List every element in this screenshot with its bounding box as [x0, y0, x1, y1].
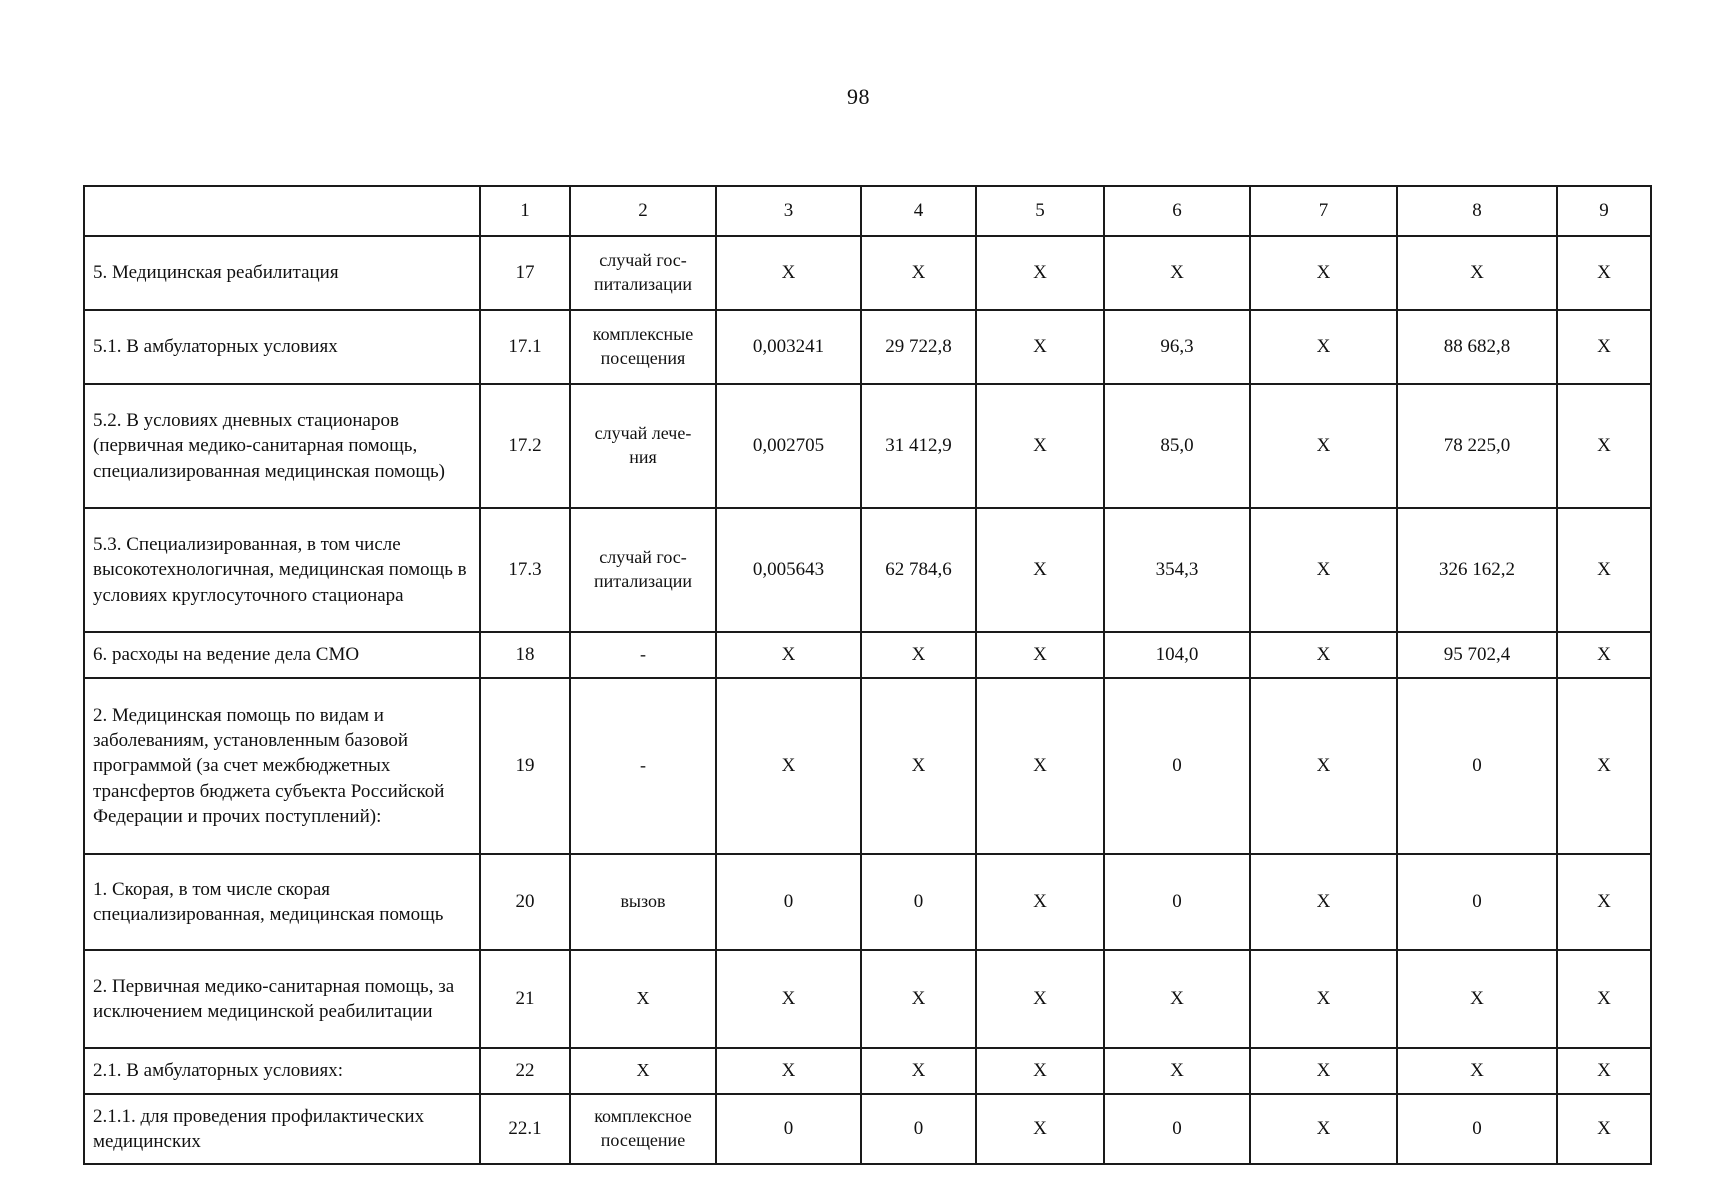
value-cell: [716, 1048, 861, 1094]
value-cell: [861, 1048, 976, 1094]
cell-text: 20: [515, 891, 535, 913]
value-cell: [1104, 854, 1250, 950]
cell-text: Х: [1033, 755, 1047, 777]
value-cell: [1250, 950, 1397, 1048]
unit-cell: [570, 236, 716, 310]
header-cell: 2: [570, 186, 716, 236]
value-cell: [1250, 854, 1397, 950]
row-name-cell: 2.1. В амбулаторных условиях:: [84, 1048, 480, 1094]
cell-text: Х: [781, 644, 796, 666]
cell-text: 326 162,2: [1439, 559, 1515, 581]
cell-text: Х: [1033, 559, 1047, 581]
cell-text: Х: [781, 988, 796, 1010]
value-cell: [1557, 236, 1651, 310]
value-cell: [716, 1094, 861, 1164]
value-cell: [716, 678, 861, 854]
value-cell: [1397, 632, 1557, 678]
cell-text: Х: [1597, 1118, 1611, 1140]
row-number-cell: [480, 1094, 570, 1164]
unit-cell: [570, 950, 716, 1048]
row-number-cell: [480, 854, 570, 950]
row-number-cell: [480, 950, 570, 1048]
row-number-cell: [480, 508, 570, 632]
cell-text: 17.3: [508, 559, 542, 581]
cell-text: Х: [1597, 891, 1611, 913]
cell-text: случай гос- питализации: [593, 250, 693, 294]
unit-cell: [570, 310, 716, 384]
cell-text: Х: [911, 988, 926, 1010]
cell-text: Х: [1033, 262, 1047, 284]
cell-text: Х: [1597, 1060, 1611, 1082]
cell-text: Х: [1033, 1118, 1047, 1140]
cell-text: Х: [911, 1060, 926, 1082]
row-name-cell: 5.2. В условиях дневных стационаров (первичная медико-санитарная помощь, специализированная медицинская помощь): [84, 384, 480, 508]
value-cell: [976, 854, 1104, 950]
cell-text: случай лече- ния: [594, 423, 692, 467]
row-name-cell: 2. Медицинская помощь по видам и заболеваниям, установленным базовой программой (за счет межбюджетных трансфертов бюджета субъекта Российской Федерации и прочих поступлений):: [84, 678, 480, 854]
cell-text: 29 722,8: [885, 336, 952, 358]
value-cell: [1104, 508, 1250, 632]
value-cell: [1104, 310, 1250, 384]
value-cell: [1397, 1094, 1557, 1164]
value-cell: [1104, 632, 1250, 678]
table-row: [84, 950, 1651, 1048]
value-cell: [1397, 310, 1557, 384]
cell-text: 96,3: [1160, 336, 1194, 358]
value-cell: [1397, 236, 1557, 310]
value-cell: [976, 236, 1104, 310]
cell-text: 88 682,8: [1443, 336, 1511, 358]
cell-text: 0: [913, 891, 924, 913]
cell-text: 22: [515, 1060, 535, 1082]
value-cell: [861, 632, 976, 678]
value-cell: [716, 854, 861, 950]
header-cell: 6: [1104, 186, 1250, 236]
value-cell: [716, 384, 861, 508]
row-name-cell: 1. Скорая, в том числе скорая специализированная, медицинская помощь: [84, 854, 480, 950]
cell-text: Х: [636, 988, 650, 1009]
value-cell: [716, 236, 861, 310]
value-cell: [716, 632, 861, 678]
value-cell: [976, 310, 1104, 384]
header-cell: 8: [1397, 186, 1557, 236]
header-cell: 3: [716, 186, 861, 236]
value-cell: [1250, 236, 1397, 310]
header-cell: 7: [1250, 186, 1397, 236]
cell-text: комплексные посещения: [592, 324, 694, 368]
cell-text: 0,003241: [752, 336, 825, 358]
value-cell: [1104, 678, 1250, 854]
cell-text: 0: [1172, 1118, 1182, 1140]
value-cell: [1250, 310, 1397, 384]
table-row: [84, 1048, 1651, 1094]
cell-text: 0: [1472, 891, 1482, 913]
unit-cell: [570, 508, 716, 632]
cell-text: 95 702,4: [1443, 644, 1511, 666]
cell-text: Х: [1597, 262, 1611, 284]
value-cell: [1250, 678, 1397, 854]
cell-text: Х: [1470, 262, 1484, 284]
cell-text: Х: [1597, 988, 1611, 1010]
cell-text: Х: [1597, 644, 1611, 666]
cell-text: комплексное посещение: [594, 1106, 692, 1150]
header-cell: [84, 186, 480, 236]
unit-cell: [570, 632, 716, 678]
cell-text: Х: [1033, 988, 1047, 1010]
cell-text: 0: [1472, 1118, 1482, 1140]
cell-text: 62 784,6: [885, 559, 952, 581]
table-row: [84, 310, 1651, 384]
cell-text: Х: [911, 644, 926, 666]
value-cell: [1104, 1048, 1250, 1094]
value-cell: [1397, 508, 1557, 632]
value-cell: [861, 236, 976, 310]
value-cell: [1557, 854, 1651, 950]
row-number-cell: [480, 236, 570, 310]
cell-text: случай гос- питализации: [593, 547, 693, 591]
cell-text: 0: [1172, 891, 1182, 913]
cell-text: 0: [1472, 755, 1482, 777]
cell-text: -: [640, 755, 646, 776]
cell-text: 354,3: [1155, 559, 1199, 581]
unit-cell: [570, 1094, 716, 1164]
cell-text: 0: [1172, 755, 1182, 777]
cell-text: Х: [1316, 644, 1331, 666]
value-cell: [976, 384, 1104, 508]
unit-cell: [570, 854, 716, 950]
value-cell: [1104, 236, 1250, 310]
value-cell: [1557, 310, 1651, 384]
cell-text: Х: [1170, 988, 1184, 1010]
cell-text: Х: [781, 755, 796, 777]
cell-text: Х: [1597, 755, 1611, 777]
value-cell: [976, 1048, 1104, 1094]
value-cell: [976, 950, 1104, 1048]
cell-text: Х: [1033, 435, 1047, 457]
cell-text: Х: [1033, 644, 1047, 666]
table-row: [84, 508, 1651, 632]
value-cell: [976, 678, 1104, 854]
cell-text: Х: [1470, 1060, 1484, 1082]
data-table: [83, 185, 1652, 1165]
value-cell: [976, 1094, 1104, 1164]
row-number-cell: [480, 632, 570, 678]
cell-text: Х: [1033, 1060, 1047, 1082]
cell-text: Х: [1316, 559, 1331, 581]
value-cell: [1250, 1094, 1397, 1164]
table-body: [84, 186, 1651, 1164]
row-name-cell: 5.3. Специализированная, в том числе высокотехнологичная, медицинская помощь в условиях круглосуточного стационара: [84, 508, 480, 632]
cell-text: Х: [1316, 891, 1331, 913]
cell-text: вызов: [620, 891, 666, 912]
cell-text: 0: [783, 891, 794, 913]
page-number: 98: [847, 84, 870, 109]
cell-text: Х: [1597, 559, 1611, 581]
cell-text: 17.2: [508, 435, 542, 457]
value-cell: [1557, 1094, 1651, 1164]
cell-text: Х: [1316, 755, 1331, 777]
cell-text: Х: [1170, 262, 1184, 284]
value-cell: [1397, 384, 1557, 508]
header-cell: 5: [976, 186, 1104, 236]
cell-text: Х: [1316, 988, 1331, 1010]
value-cell: [1557, 950, 1651, 1048]
cell-text: Х: [1597, 435, 1611, 457]
value-cell: [861, 310, 976, 384]
value-cell: [716, 310, 861, 384]
row-name-cell: 2.1.1. для проведения профилактических медицинских: [84, 1094, 480, 1164]
cell-text: Х: [636, 1060, 650, 1081]
cell-text: Х: [781, 262, 796, 284]
cell-text: Х: [1316, 435, 1331, 457]
value-cell: [1557, 1048, 1651, 1094]
row-number-cell: [480, 678, 570, 854]
value-cell: [1557, 678, 1651, 854]
value-cell: [861, 384, 976, 508]
value-cell: [1397, 854, 1557, 950]
value-cell: [861, 1094, 976, 1164]
value-cell: [1397, 1048, 1557, 1094]
table-row: [84, 632, 1651, 678]
cell-text: 0: [783, 1118, 794, 1140]
value-cell: [1104, 950, 1250, 1048]
value-cell: [976, 508, 1104, 632]
cell-text: Х: [1316, 1060, 1331, 1082]
value-cell: [716, 508, 861, 632]
value-cell: [1250, 508, 1397, 632]
row-name-cell: 6. расходы на ведение дела СМО: [84, 632, 480, 678]
cell-text: 19: [515, 755, 535, 777]
cell-text: Х: [1316, 262, 1331, 284]
header-cell: 9: [1557, 186, 1651, 236]
cell-text: 17.1: [508, 336, 542, 358]
cell-text: Х: [781, 1060, 796, 1082]
value-cell: [1104, 384, 1250, 508]
value-cell: [1557, 632, 1651, 678]
header-cell: 4: [861, 186, 976, 236]
value-cell: [1557, 508, 1651, 632]
table-row: [84, 236, 1651, 310]
table-row: [84, 854, 1651, 950]
row-name-cell: 2. Первичная медико-санитарная помощь, за исключением медицинской реабилитации: [84, 950, 480, 1048]
cell-text: 104,0: [1155, 644, 1199, 666]
table-row: [84, 384, 1651, 508]
cell-text: 0: [913, 1118, 924, 1140]
table-row: [84, 678, 1651, 854]
unit-cell: [570, 1048, 716, 1094]
value-cell: [861, 950, 976, 1048]
value-cell: [1250, 1048, 1397, 1094]
cell-text: Х: [1316, 336, 1331, 358]
value-cell: [861, 854, 976, 950]
cell-text: Х: [1033, 891, 1047, 913]
value-cell: [1104, 1094, 1250, 1164]
cell-text: 78 225,0: [1443, 435, 1511, 457]
unit-cell: [570, 678, 716, 854]
value-cell: [716, 950, 861, 1048]
value-cell: [1557, 384, 1651, 508]
cell-text: 85,0: [1160, 435, 1194, 457]
header-cell: 1: [480, 186, 570, 236]
cell-text: Х: [911, 262, 926, 284]
row-name-cell: 5.1. В амбулаторных условиях: [84, 310, 480, 384]
column-number-row: [84, 186, 1651, 236]
cell-text: 17: [515, 262, 535, 284]
unit-cell: [570, 384, 716, 508]
row-number-cell: [480, 1048, 570, 1094]
row-name-cell: 5. Медицинская реабилитация: [84, 236, 480, 310]
value-cell: [861, 678, 976, 854]
cell-text: -: [640, 644, 646, 665]
cell-text: Х: [1170, 1060, 1184, 1082]
cell-text: 22.1: [508, 1118, 542, 1140]
value-cell: [1397, 950, 1557, 1048]
cell-text: Х: [1597, 336, 1611, 358]
value-cell: [861, 508, 976, 632]
cell-text: 0,005643: [752, 559, 825, 581]
cell-text: Х: [1316, 1118, 1331, 1140]
table-row: [84, 1094, 1651, 1164]
cell-text: Х: [1033, 336, 1047, 358]
value-cell: [976, 632, 1104, 678]
value-cell: [1250, 384, 1397, 508]
value-cell: [1250, 632, 1397, 678]
cell-text: Х: [911, 755, 926, 777]
value-cell: [1397, 678, 1557, 854]
cell-text: 0,002705: [752, 435, 825, 457]
row-number-cell: [480, 310, 570, 384]
row-number-cell: [480, 384, 570, 508]
cell-text: Х: [1470, 988, 1484, 1010]
cell-text: 18: [515, 644, 535, 666]
cell-text: 21: [515, 988, 535, 1010]
cell-text: 31 412,9: [885, 435, 952, 457]
